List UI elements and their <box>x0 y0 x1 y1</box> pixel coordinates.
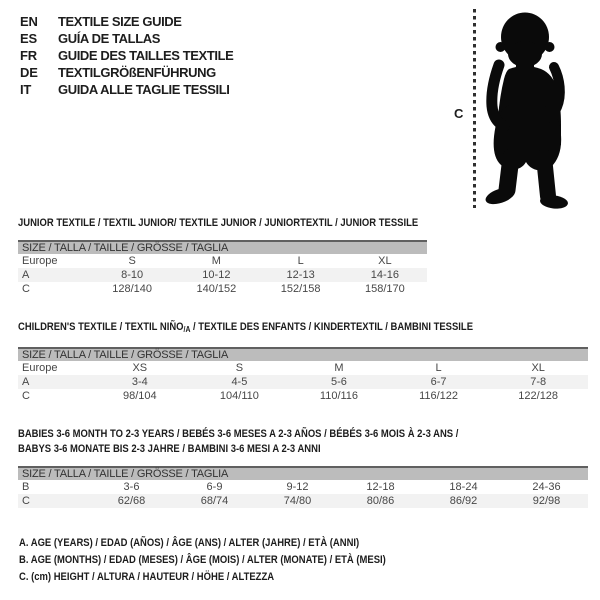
table-row <box>18 480 588 494</box>
size-value-cell: 98/104 <box>122 390 157 402</box>
section-title-line <box>18 320 508 335</box>
size-value-cell: 140/152 <box>196 283 237 295</box>
size-value-cell: 62/68 <box>117 495 146 507</box>
footnote-line: A. AGE (YEARS) / EDAD (AÑOS) / ÂGE (ANS) / ALTER (JAHRE) / ETÀ (ANNI) <box>19 537 360 549</box>
table-row <box>18 282 427 296</box>
row-label: A <box>22 269 30 281</box>
title-text: /A <box>183 325 191 334</box>
language-code: DE <box>20 65 38 80</box>
section-title-line <box>18 427 508 442</box>
title-text: JUNIOR TEXTILE / TEXTIL JUNIOR/ TEXTILE JUNIOR / JUNIORTEXTIL / JUNIOR TESSILE <box>18 217 419 229</box>
language-title: TEXTILGRÖßENFÜHRUNG <box>58 65 216 80</box>
height-measure-dashed-line <box>473 9 476 208</box>
size-table-header-label: SIZE / TALLA / TAILLE / GRÖSSE / TAGLIA <box>22 349 229 361</box>
row-label: Europe <box>22 362 58 374</box>
section-title <box>18 216 419 231</box>
size-value-cell: L <box>435 362 442 374</box>
footnote-line: B. AGE (MONTHS) / EDAD (MESES) / ÂGE (MOIS) / ALTER (MONATE) / ETÀ (MESI) <box>19 554 386 566</box>
children-textile-section <box>18 320 588 403</box>
footnote-line: C. (cm) HEIGHT / ALTURA / HAUTEUR / HÖHE / ALTEZZA <box>19 571 275 583</box>
size-table-header <box>18 240 427 254</box>
table-row <box>18 375 588 389</box>
row-label: C <box>22 390 30 402</box>
size-value-cell: 3-4 <box>131 376 148 388</box>
language-code: FR <box>20 48 37 63</box>
language-code: ES <box>20 31 37 46</box>
footnotes <box>19 535 446 586</box>
height-measure-label: C <box>454 106 464 121</box>
size-value-cell: 4-5 <box>231 376 248 388</box>
size-table-header <box>18 347 588 361</box>
size-value-cell: XL <box>378 255 392 267</box>
size-value-cell: S <box>128 255 136 267</box>
junior-textile-section <box>18 216 427 296</box>
language-row <box>20 47 233 64</box>
size-table-header-label: SIZE / TALLA / TAILLE / GRÖSSE / TAGLIA <box>22 242 229 254</box>
section-title-line <box>18 442 508 457</box>
size-table <box>18 240 427 296</box>
size-value-cell: 122/128 <box>518 390 559 402</box>
language-row <box>20 30 233 47</box>
section-title-line <box>18 216 419 231</box>
title-text: BABIES 3-6 MONTH TO 2-3 YEARS / BEBÉS 3-6 MESES A 2-3 AÑOS / BÉBÉS 3-6 MOIS À 2-3 ANS / <box>18 428 459 440</box>
babies-textile-section <box>18 427 588 508</box>
language-row <box>20 64 233 81</box>
row-label: A <box>22 376 30 388</box>
language-row <box>20 81 233 98</box>
title-text: BABYS 3-6 MONATE BIS 2-3 JAHRE / BAMBINI 3-6 MESI A 2-3 ANNI <box>18 443 321 455</box>
size-value-cell: 116/122 <box>419 390 459 402</box>
language-code: EN <box>20 14 38 29</box>
title-text: CHILDREN'S TEXTILE / TEXTIL NIÑO <box>18 321 184 333</box>
size-table-header-label: SIZE / TALLA / TAILLE / GRÖSSE / TAGLIA <box>22 468 229 480</box>
size-value-cell: 12-18 <box>366 481 395 493</box>
size-value-cell: 92/98 <box>532 495 561 507</box>
row-label: B <box>22 481 30 493</box>
title-text: / TEXTILE DES ENFANTS / KINDERTEXTIL / BAMBINI TESSILE <box>190 321 474 333</box>
table-row <box>18 268 427 282</box>
size-value-cell: 8-10 <box>121 269 144 281</box>
language-code: IT <box>20 82 32 97</box>
table-row <box>18 389 588 403</box>
size-value-cell: L <box>297 255 304 267</box>
size-value-cell: 86/92 <box>449 495 478 507</box>
size-value-cell: S <box>235 362 244 374</box>
row-label: Europe <box>22 255 58 267</box>
size-value-cell: 5-6 <box>331 376 347 388</box>
section-title <box>18 320 508 335</box>
size-value-cell: 9-12 <box>286 481 309 493</box>
size-value-cell: M <box>211 255 221 267</box>
size-value-cell: 3-6 <box>123 481 140 493</box>
language-header <box>20 13 233 98</box>
language-title: GUÍA DE TALLAS <box>58 31 161 46</box>
size-value-cell: M <box>334 362 344 374</box>
size-value-cell: 110/116 <box>319 390 359 402</box>
size-value-cell: 80/86 <box>366 495 395 507</box>
size-value-cell: 158/170 <box>364 283 405 295</box>
table-row <box>18 254 427 268</box>
size-value-cell: 74/80 <box>283 495 312 507</box>
size-value-cell: XS <box>132 362 148 374</box>
section-title <box>18 427 508 457</box>
child-figure <box>452 5 592 211</box>
size-table <box>18 347 588 403</box>
table-row <box>18 494 588 508</box>
toddler-silhouette-image <box>483 7 573 209</box>
size-value-cell: XL <box>531 362 545 374</box>
size-value-cell: 14-16 <box>370 269 399 281</box>
size-value-cell: 6-7 <box>430 376 447 388</box>
language-title: TEXTILE SIZE GUIDE <box>58 14 182 29</box>
size-value-cell: 7-8 <box>530 376 547 388</box>
size-table-header <box>18 466 588 480</box>
size-value-cell: 68/74 <box>200 495 229 507</box>
size-value-cell: 10-12 <box>202 269 231 281</box>
table-row <box>18 361 588 375</box>
size-value-cell: 12-13 <box>286 269 315 281</box>
language-title: GUIDE DES TAILLES TEXTILE <box>58 48 234 63</box>
size-value-cell: 6-9 <box>206 481 223 493</box>
row-label: C <box>22 495 30 507</box>
language-row <box>20 13 233 30</box>
size-value-cell: 128/140 <box>112 283 152 295</box>
row-label: C <box>22 283 30 295</box>
size-value-cell: 152/158 <box>280 283 321 295</box>
size-table <box>18 466 588 508</box>
language-title: GUIDA ALLE TAGLIE TESSILI <box>58 82 230 97</box>
size-value-cell: 104/110 <box>219 390 259 402</box>
size-value-cell: 18-24 <box>449 481 478 493</box>
size-value-cell: 24-36 <box>532 481 561 493</box>
